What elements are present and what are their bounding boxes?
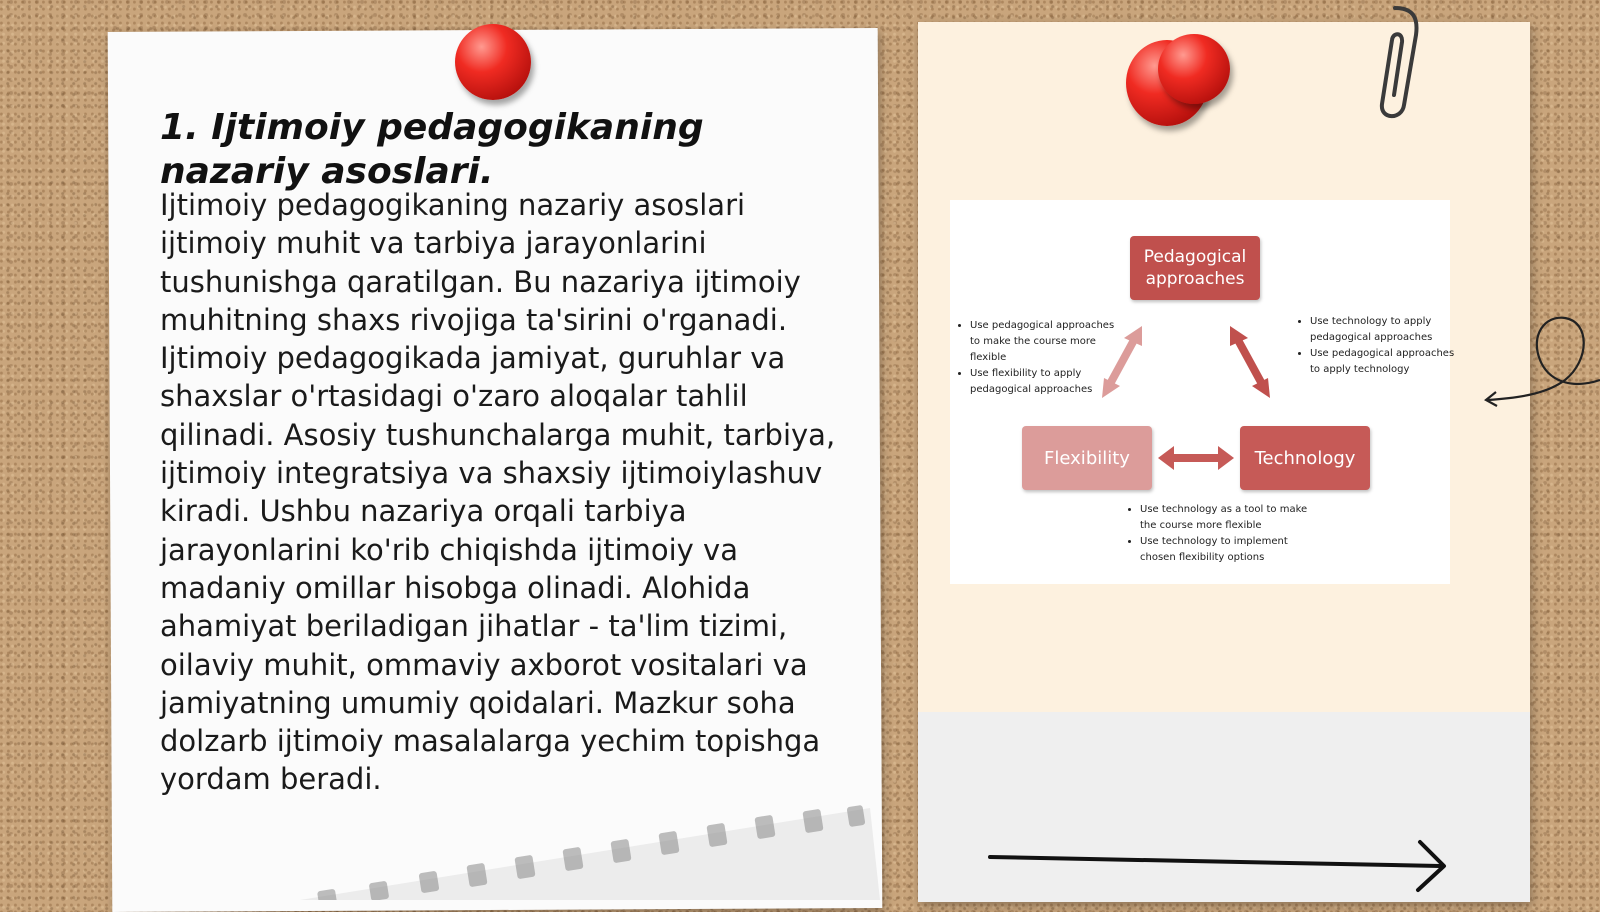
notes-left-list (952, 318, 1125, 398)
push-pin-icon (1158, 34, 1230, 104)
note-item: • Use flexibility to apply pedagogical approaches (970, 366, 1125, 398)
node-flexibility: Flexibility (1022, 426, 1152, 490)
note-item: • Use pedagogical approaches to make the course more flexible (970, 318, 1125, 366)
note-item: • Use technology to implement chosen flexibility options (1140, 534, 1315, 566)
push-pin-icon (455, 24, 531, 100)
note-item: • Use technology as a tool to make the course more flexible (1140, 502, 1315, 534)
note-item: • Use technology to apply pedagogical approaches (1310, 314, 1460, 346)
node-pedagogical-approaches: Pedagogical approaches (1130, 236, 1260, 300)
notes-bottom-list (1122, 502, 1315, 566)
double-arrow-right (1230, 326, 1270, 398)
diagram-image (950, 200, 1455, 584)
notes-right-list (1292, 314, 1460, 378)
double-arrow-bottom (1158, 446, 1234, 470)
slide-body-text: Ijtimoiy pedagogikaning nazariy asoslari ijtimoiy muhit va tarbiya jarayonlarini tushunishga qaratilgan. Bu nazariya ijtimoiy muhitning shaxs rivojiga ta'sirini o'rganadi. Ijtimoiy pedagogikada jamiyat, guruhlar va shaxslar o'rtasidagi o'zaro aloqalar tahlil qilinadi. Asosiy tushunchalarga muhit, tarbiya, ijtimoiy integratsiya va shaxsiy ijtimoiylashuv kiradi. Ushbu nazariya orqali tarbiya jarayonlarini ko'rib chiqishda ijtimoiy va madaniy omillar hisobga olinadi. Alohida ahamiyat beriladigan jihatlar - ta'lim tizimi, oilaviy muhit, ommaviy axborot vositalari va jamiyatning umumiy qoidalari. Mazkur soha dolzarb ijtimoiy masalalarga yechim topishga yordam beradi. (160, 188, 836, 797)
right-paper-lower-band (918, 712, 1530, 902)
slide-heading: 1. Ijtimoiy pedagogikaning nazariy asoslari. (160, 107, 704, 192)
node-technology: Technology (1240, 426, 1370, 490)
note-item: • Use pedagogical approaches to apply technology (1310, 346, 1460, 378)
